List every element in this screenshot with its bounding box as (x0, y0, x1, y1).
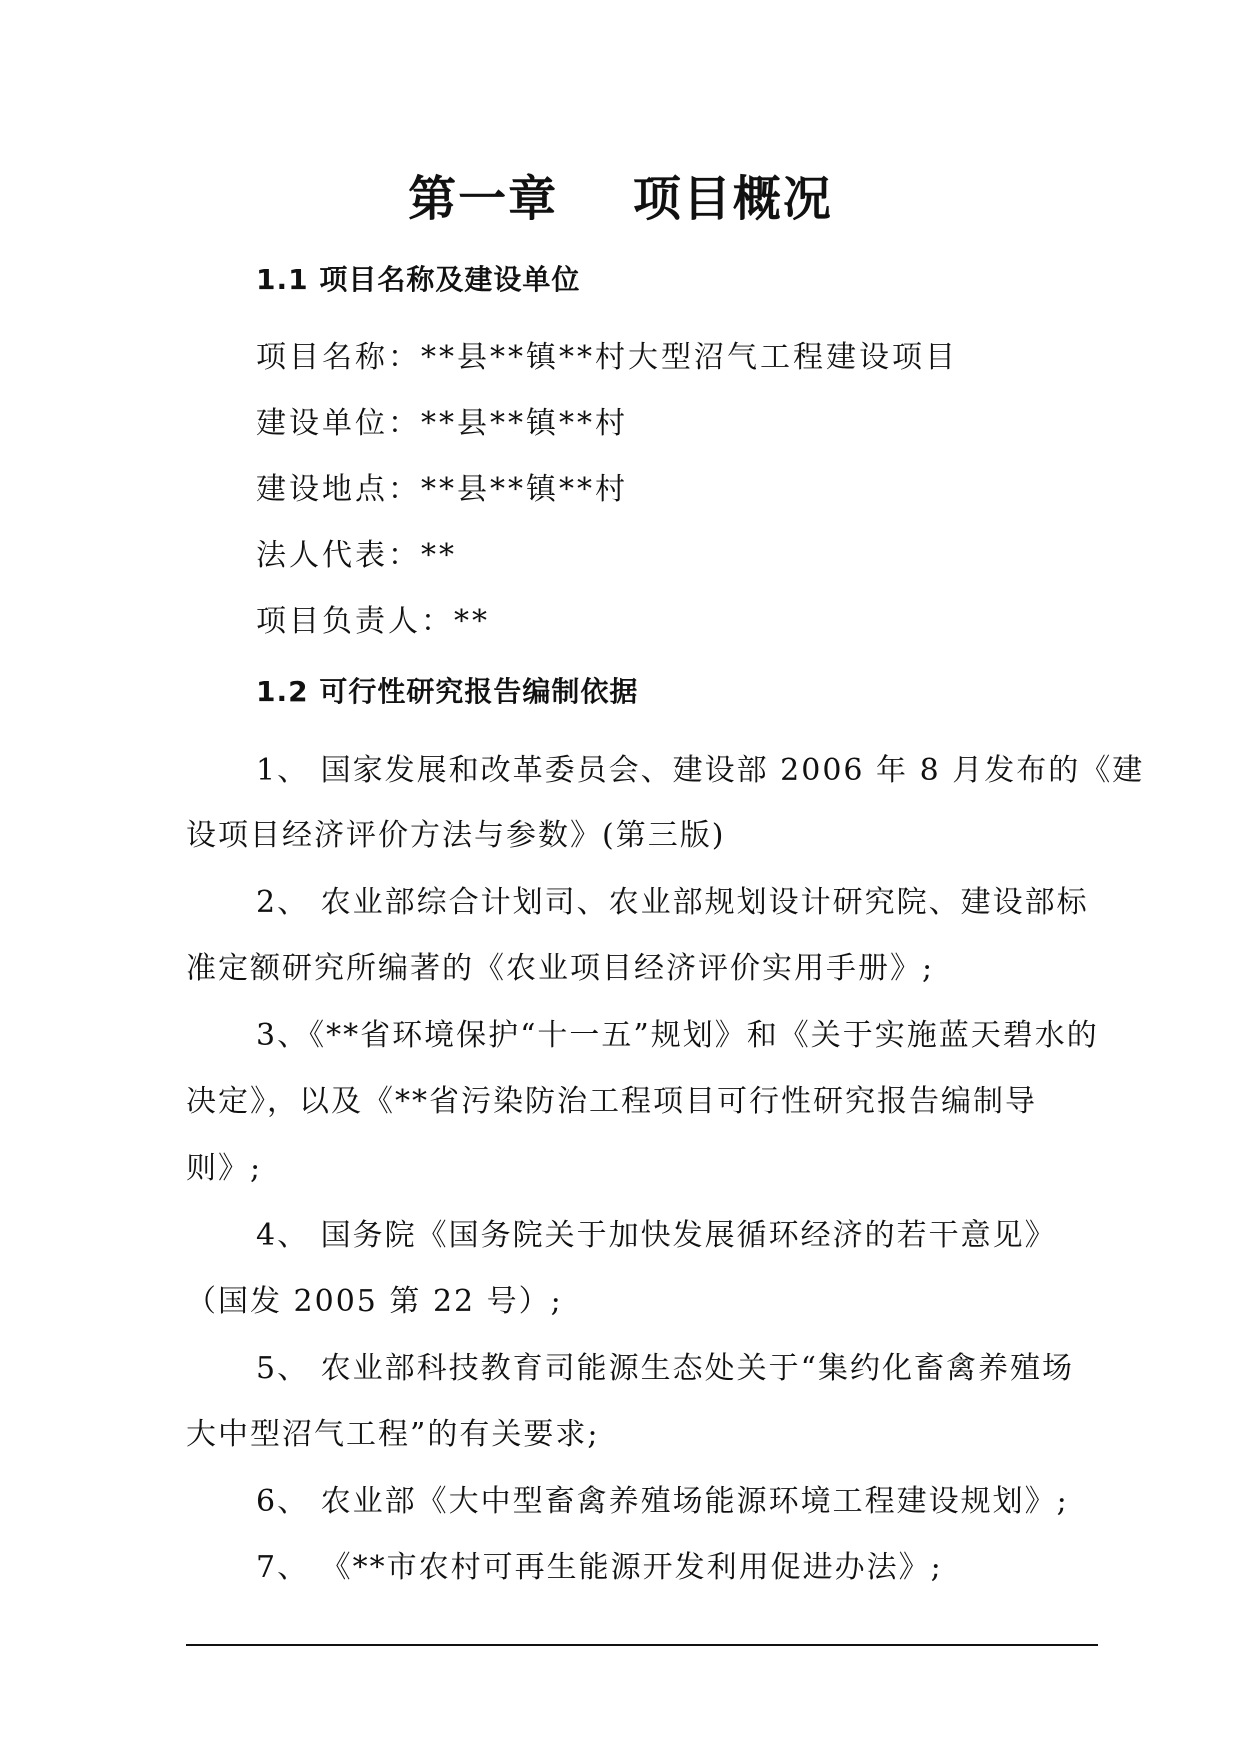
basis-item-2-line-2: 准定额研究所编著的《农业项目经济评价实用手册》; (186, 951, 935, 986)
construction-unit-line: 建设单位：**县**镇**村 (256, 406, 628, 441)
basis-item-3-line-1: 3、《**省环境保护“十一五”规划》和《关于实施蓝天碧水的 (256, 1018, 1099, 1053)
basis-item-1-line-2: 设项目经济评价方法与参数》(第三版) (186, 818, 726, 853)
project-leader-line: 项目负责人：** (256, 604, 490, 639)
section-heading-1-2: 1.2 可行性研究报告编制依据 (256, 675, 639, 708)
section-heading-1-1: 1.1 项目名称及建设单位 (256, 263, 581, 296)
construction-site-line: 建设地点：**县**镇**村 (256, 472, 628, 507)
basis-item-5-line-2: 大中型沼气工程”的有关要求; (186, 1417, 600, 1452)
basis-item-5-line-1: 5、 农业部科技教育司能源生态处关于“集约化畜禽养殖场 (256, 1351, 1074, 1386)
basis-item-3-line-2: 决定》，以及《**省污染防治工程项目可行性研究报告编制导 (186, 1084, 1037, 1119)
basis-item-7-line-1: 7、 《**市农村可再生能源开发利用促进办法》; (256, 1550, 943, 1585)
footer-divider (186, 1644, 1098, 1646)
basis-item-4-line-2: （国发 2005 第 22 号）; (186, 1284, 563, 1319)
basis-item-6-line-1: 6、 农业部《大中型畜禽养殖场能源环境工程建设规划》; (256, 1484, 1069, 1519)
chapter-title: 第一章 项目概况 (408, 171, 833, 227)
basis-item-4-line-1: 4、 国务院《国务院关于加快发展循环经济的若干意见》 (256, 1218, 1057, 1253)
basis-item-1-line-1: 1、 国家发展和改革委员会、建设部 2006 年 8 月发布的《建 (256, 753, 1145, 788)
basis-item-2-line-1: 2、 农业部综合计划司、农业部规划设计研究院、建设部标 (256, 885, 1089, 920)
basis-item-3-line-3: 则》; (186, 1151, 263, 1186)
legal-representative-line: 法人代表：** (256, 538, 457, 573)
project-name-line: 项目名称：**县**镇**村大型沼气工程建设项目 (256, 340, 958, 375)
